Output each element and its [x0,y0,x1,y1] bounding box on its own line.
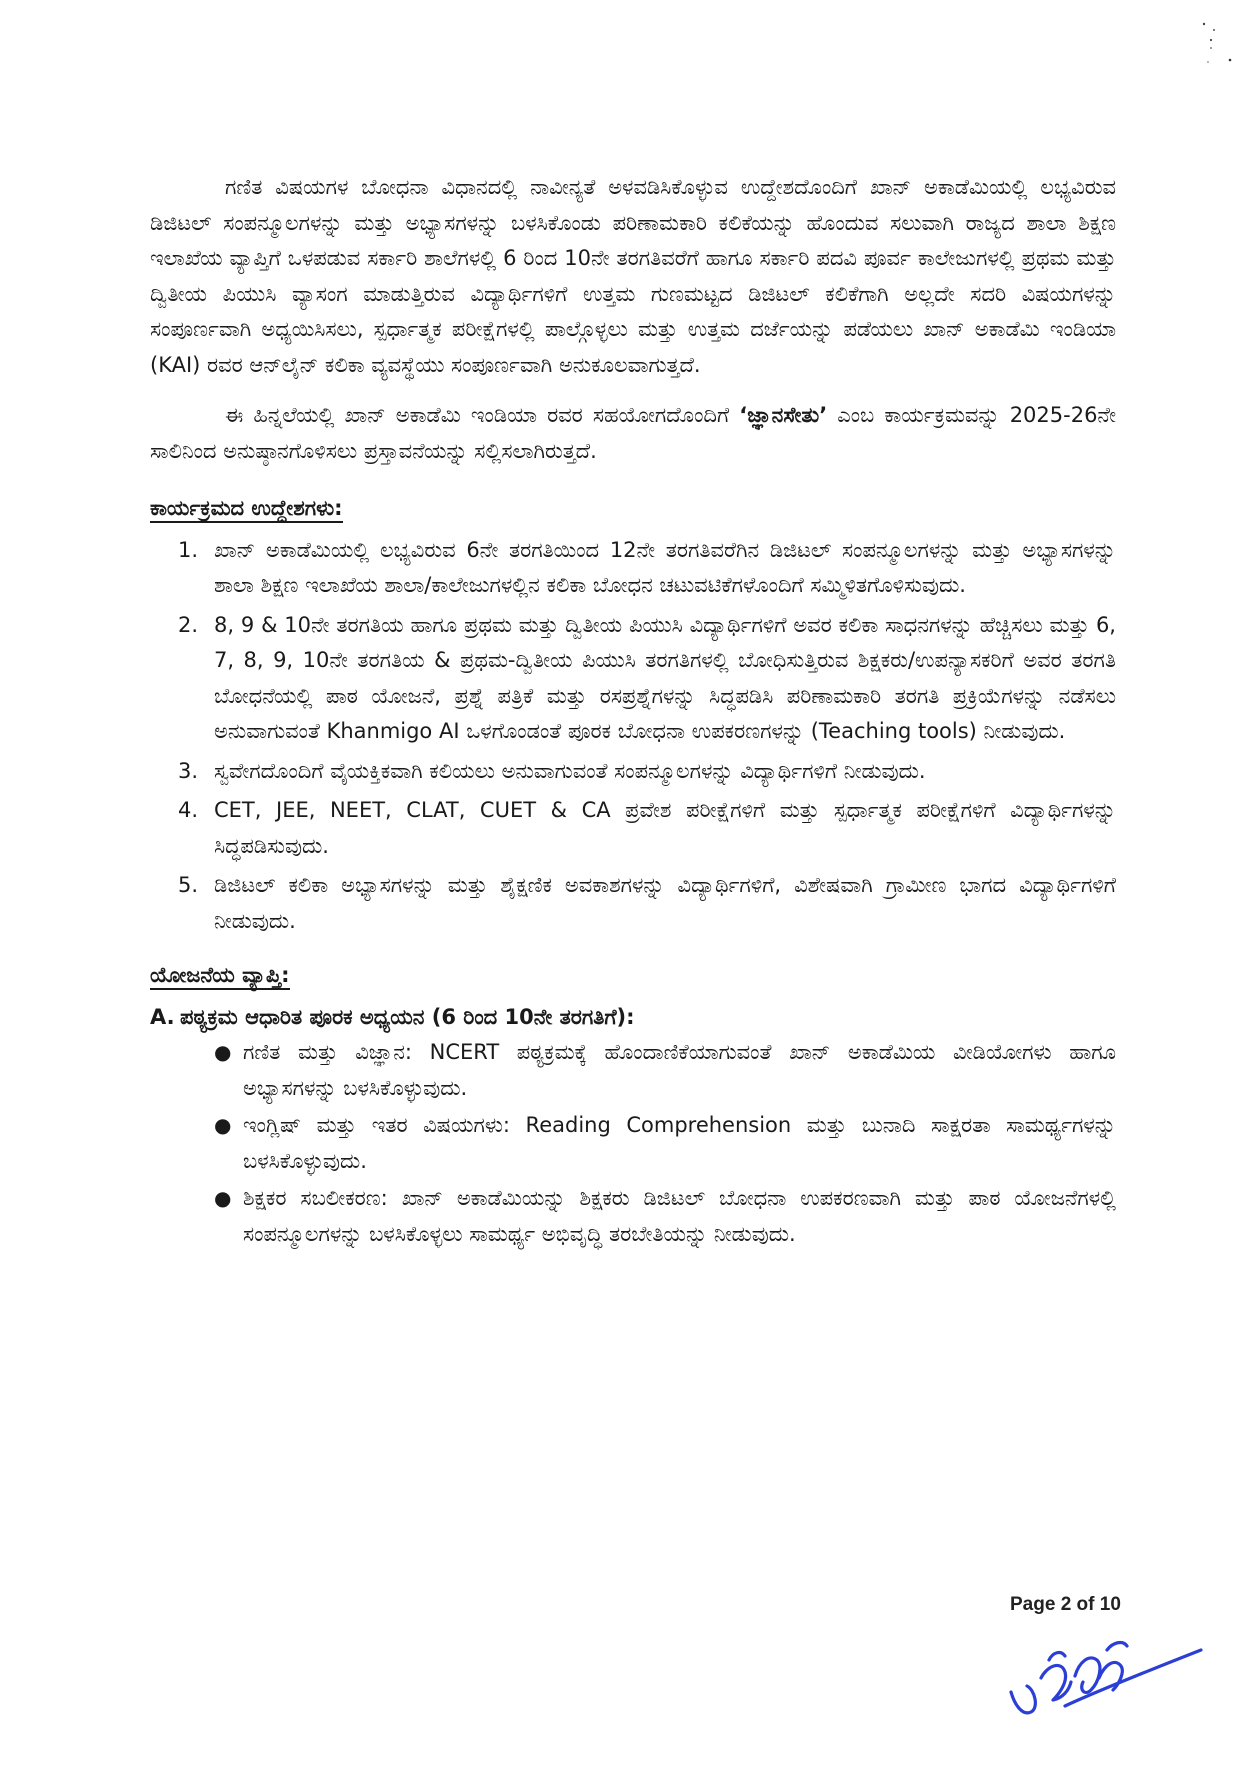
section-a-heading [150,1000,1116,1036]
objective-number: 4. [178,798,199,822]
scope-heading-text: ಯೋಜನೆಯ ವ್ಯಾಪ್ತಿ: [150,963,290,990]
bullet-icon: ● [214,1113,232,1137]
intro-paragraph: ಗಣಿತ ವಿಷಯಗಳ ಬೋಧನಾ ವಿಧಾನದಲ್ಲಿ ನಾವೀನ್ಯತೆ ಅಳವಡಿಸಿಕೊಳ್ಳುವ ಉದ್ದೇಶದೊಂದಿಗೆ ಖಾನ್ ಅಕಾಡೆಮಿಯಲ್ಲಿ ಲಭ್ಯವಿರುವ ಡಿಜಿಟಲ್ ಸಂಪನ್ಮೂಲಗಳನ್ನು ಮತ್ತು ಅಭ್ಯಾಸಗಳನ್ನು ಬಳಸಿಕೊಂಡು ಪರಿಣಾಮಕಾರಿ ಕಲಿಕೆಯನ್ನು ಹೊಂದುವ ಸಲುವಾಗಿ ರಾಜ್ಯದ ಶಾಲಾ ಶಿಕ್ಷಣ ಇಲಾಖೆಯ ವ್ಯಾಪ್ತಿಗೆ ಒಳಪಡುವ ಸರ್ಕಾರಿ ಶಾಲೆಗಳಲ್ಲಿ 6 ರಿಂದ 10ನೇ ತರಗತಿವರೆಗೆ ಹಾಗೂ ಸರ್ಕಾರಿ ಪದವಿ ಪೂರ್ವ ಕಾಲೇಜುಗಳಲ್ಲಿ ಪ್ರಥಮ ಮತ್ತು ದ್ವಿತೀಯ ಪಿಯುಸಿ ವ್ಯಾಸಂಗ ಮಾಡುತ್ತಿರುವ ವಿದ್ಯಾರ್ಥಿಗಳಿಗೆ ಉತ್ತಮ ಗುಣಮಟ್ಟದ ಡಿಜಿಟಲ್ ಕಲಿಕೆಗಾಗಿ ಅಲ್ಲದೇ ಸದರಿ ವಿಷಯಗಳನ್ನು ಸಂಪೂರ್ಣವಾಗಿ ಅಧ್ಯಯಿಸಿಸಲು, ಸ್ಪರ್ಧಾತ್ಮಕ ಪರೀಕ್ಷೆಗಳಲ್ಲಿ ಪಾಲ್ಗೊಳ್ಳಲು ಮತ್ತು ಉತ್ತಮ ದರ್ಜೆಯನ್ನು ಪಡೆಯಲು ಖಾನ್ ಅಕಾಡೆಮಿ ಇಂಡಿಯಾ (KAI) ರವರ ಆನ್‌ಲೈನ್ ಕಲಿಕಾ ವ್ಯವಸ್ಥೆಯು ಸಂಪೂರ್ಣವಾಗಿ ಅನುಕೂಲವಾಗುತ್ತದೆ. [150,175,1116,377]
objectives-list [150,533,1116,940]
bullet-text: ಗಣಿತ ಮತ್ತು ವಿಜ್ಞಾನ: NCERT ಪಠ್ಯಕ್ರಮಕ್ಕೆ ಹೊಂದಾಣಿಕೆಯಾಗುವಂತೆ ಖಾನ್ ಅಕಾಡೆಮಿಯ ವೀಡಿಯೋಗಳು ಹಾಗೂ ಅಭ್ಯಾಸಗಳನ್ನು ಬಳಸಿಕೊಳ್ಳುವುದು. [243,1040,1116,1100]
objectives-heading [150,491,1116,527]
page-number: Page 2 of 10 [1010,1594,1121,1615]
section-a-letter: A. [150,1004,175,1029]
objective-item [150,868,1116,939]
scope-heading [150,958,1116,994]
objective-number: 3. [178,758,199,783]
objective-item [150,533,1116,604]
bullet-item [150,1108,1116,1179]
section-a-title: ಪಠ್ಯಕ್ರಮ ಆಧಾರಿತ ಪೂರಕ ಅಧ್ಯಯನ (6 ರಿಂದ 10ನೇ ತರಗತಿಗೆ): [180,1004,635,1029]
objective-text: ಖಾನ್ ಅಕಾಡೆಮಿಯಲ್ಲಿ ಲಭ್ಯವಿರುವ 6ನೇ ತರಗತಿಯಿಂದ 12ನೇ ತರಗತಿವರೆಗಿನ ಡಿಜಿಟಲ್ ಸಂಪನ್ಮೂಲಗಳನ್ನು ಮತ್ತು ಅಭ್ಯಾಸಗಳನ್ನು ಶಾಲಾ ಶಿಕ್ಷಣ ಇಲಾಖೆಯ ಶಾಲಾ/ಕಾಲೇಜುಗಳಲ್ಲಿನ ಕಲಿಕಾ ಬೋಧನ ಚಟುವಟಿಕೆಗಳೊಂದಿಗೆ ಸಮ್ಮಿಳಿತಗೊಳಿಸುವುದು. [214,537,1116,597]
document-body [150,170,1116,1254]
objective-number: 5. [178,873,199,897]
objectives-heading-text: ಕಾರ್ಯಕ್ರಮದ ಉದ್ದೇಶಗಳು: [150,496,343,523]
bullet-icon: ● [214,1040,232,1064]
bullet-item [150,1181,1116,1252]
section-a-bullets [150,1035,1116,1252]
bullet-text: ಶಿಕ್ಷಕರ ಸಬಲೀಕರಣ: ಖಾನ್ ಅಕಾಡೆಮಿಯನ್ನು ಶಿಕ್ಷಕರು ಡಿಜಿಟಲ್ ಬೋಧನಾ ಉಪಕರಣವಾಗಿ ಮತ್ತು ಪಾಠ ಯೋಜನೆಗಳಲ್ಲಿ ಸಂಪನ್ಮೂಲಗಳನ್ನು ಬಳಸಿಕೊಳ್ಳಲು ಸಾಮರ್ಥ್ಯ ಅಭಿವೃದ್ಧಿ ತರಬೇತಿಯನ್ನು ನೀಡುವುದು. [243,1186,1116,1246]
objective-item [150,608,1116,750]
program-name: ‘ಜ್ಞಾನಸೇತು’ [739,403,828,427]
proposal-text-after: ಎಂಬ ಕಾರ್ಯಕ್ರಮವನ್ನು 2025-26ನೇ ಸಾಲಿನಿಂದ ಅನುಷ್ಠಾನಗೊಳಿಸಲು ಪ್ರಸ್ತಾವನೆಯನ್ನು ಸಲ್ಲಿಸಲಾಗಿರುತ್ತದೆ. [150,403,1116,463]
objective-item [150,793,1116,864]
proposal-text-before: ಈ ಹಿನ್ನಲೆಯಲ್ಲಿ ಖಾನ್ ಅಕಾಡೆಮಿ ಇಂಡಿಯಾ ರವರ ಸಹಯೋಗದೊಂದಿಗೆ [225,403,740,427]
objective-number: 2. [178,612,199,637]
handwritten-signature [1005,1620,1205,1730]
objective-text: 8, 9 & 10ನೇ ತರಗತಿಯ ಹಾಗೂ ಪ್ರಥಮ ಮತ್ತು ದ್ವಿತೀಯ ಪಿಯುಸಿ ವಿದ್ಯಾರ್ಥಿಗಳಿಗೆ ಅವರ ಕಲಿಕಾ ಸಾಧನಗಳನ್ನು ಹೆಚ್ಚಿಸಲು ಮತ್ತು 6, 7, 8, 9, 10ನೇ ತರಗತಿಯ & ಪ್ರಥಮ-ದ್ವಿತೀಯ ಪಿಯುಸಿ ತರಗತಿಗಳಲ್ಲಿ ಬೋಧಿಸುತ್ತಿರುವ ಶಿಕ್ಷಕರು/ಉಪನ್ಯಾಸಕರಿಗೆ ಅವರ ತರಗತಿ ಬೋಧನೆಯಲ್ಲಿ ಪಾಠ ಯೋಜನೆ, ಪ್ರಶ್ನೆ ಪತ್ರಿಕೆ ಮತ್ತು ರಸಪ್ರಶ್ನೆಗಳನ್ನು ಸಿದ್ಧಪಡಿಸಿ ಪರಿಣಾಮಕಾರಿ ತರಗತಿ ಪ್ರಕ್ರಿಯೆಗಳನ್ನು ನಡೆಸಲು ಅನುವಾಗುವಂತೆ Khanmigo AI ಒಳಗೊಂಡಂತೆ ಪೂರಕ ಬೋಧನಾ ಉಪಕರಣಗಳನ್ನು (Teaching tools) ನೀಡುವುದು. [214,612,1116,743]
objective-text: ಡಿಜಿಟಲ್ ಕಲಿಕಾ ಅಭ್ಯಾಸಗಳನ್ನು ಮತ್ತು ಶೈಕ್ಷಣಿಕ ಅವಕಾಶಗಳನ್ನು ವಿದ್ಯಾರ್ಥಿಗಳಿಗೆ, ವಿಶೇಷವಾಗಿ ಗ್ರಾಮೀಣ ಭಾಗದ ವಿದ್ಯಾರ್ಥಿಗಳಿಗೆ ನೀಡುವುದು. [214,873,1116,933]
objective-item [150,754,1116,790]
bullet-item [150,1035,1116,1106]
objective-number: 1. [178,537,199,562]
proposal-paragraph [150,398,1116,469]
scan-specks [1180,20,1240,80]
bullet-text: ಇಂಗ್ಲಿಷ್ ಮತ್ತು ಇತರ ವಿಷಯಗಳು: Reading Comprehension ಮತ್ತು ಬುನಾದಿ ಸಾಕ್ಷರತಾ ಸಾಮರ್ಥ್ಯಗಳನ್ನು ಬಳಸಿಕೊಳ್ಳುವುದು. [243,1113,1116,1173]
bullet-icon: ● [214,1186,232,1210]
objective-text: CET, JEE, NEET, CLAT, CUET & CA ಪ್ರವೇಶ ಪರೀಕ್ಷೆಗಳಿಗೆ ಮತ್ತು ಸ್ಪರ್ಧಾತ್ಮಕ ಪರೀಕ್ಷೆಗಳಿಗೆ ವಿದ್ಯಾರ್ಥಿಗಳನ್ನು ಸಿದ್ಧಪಡಿಸುವುದು. [214,798,1116,858]
objective-text: ಸ್ವವೇಗದೊಂದಿಗೆ ವೈಯಕ್ತಿಕವಾಗಿ ಕಲಿಯಲು ಅನುವಾಗುವಂತೆ ಸಂಪನ್ಮೂಲಗಳನ್ನು ವಿದ್ಯಾರ್ಥಿಗಳಿಗೆ ನೀಡುವುದು. [214,758,926,783]
